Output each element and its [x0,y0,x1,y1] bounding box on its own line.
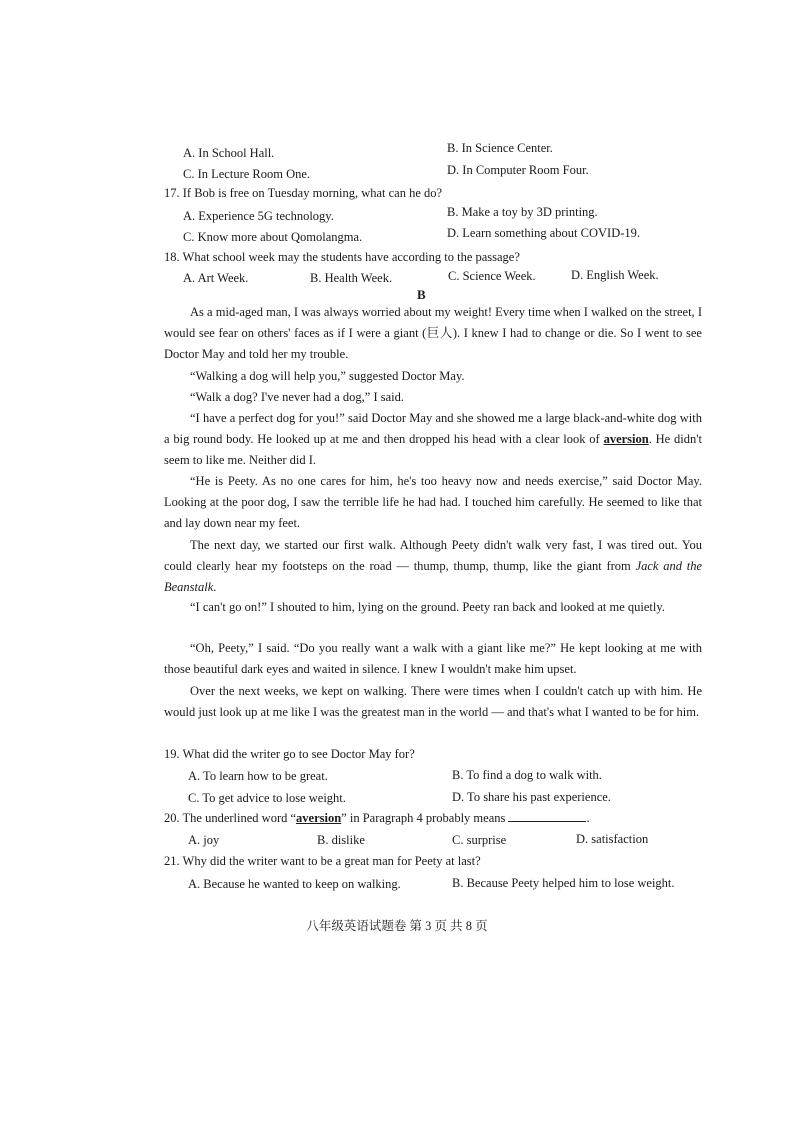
section-b-heading: B [417,287,426,302]
q19-option-c: C. To get advice to lose weight. [188,791,346,805]
q20-stem-end: . [586,811,590,825]
passage-paragraph-3: “Walk a dog? I've never had a dog,” I said. [190,390,405,404]
q16-option-d: D. In Computer Room Four. [447,163,589,177]
q21-option-b: B. Because Peety helped him to lose weight. [452,876,675,890]
q17-option-a: A. Experience 5G technology. [183,209,334,223]
q20-underlined-word: aversion [296,811,342,825]
passage-paragraph-1: As a mid-aged man, I was always worried about my weight! Every time when I walked on the street, I would see fear on others' faces as if I were a giant (巨人). I knew I had to change or die. So I went to see Doctor May and told her my trouble. [164,305,702,361]
story-title: Jack and the Beanstalk [164,559,702,594]
q20-option-a: A. joy [188,833,220,847]
q16-option-a: A. In School Hall. [183,146,275,160]
q19-option-a: A. To learn how to be great. [188,769,328,783]
q18-option-a: A. Art Week. [183,271,249,285]
passage-paragraph-7: “I can't go on!” I shouted to him, lying on the ground. Peety ran back and looked at me quietly. [190,600,665,614]
q18-stem: 18. What school week may the students have according to the passage? [164,250,520,264]
q17-option-b: B. Make a toy by 3D printing. [447,205,598,219]
passage-paragraph-8: “Oh, Peety,” I said. “Do you really want a walk with a giant like me?” He kept looking at me with those beautiful dark eyes and waited in silence. I knew I wouldn't make him upset. [164,641,702,676]
p4-text-before: “I have a perfect dog for you!” said Doctor May and she showed me a large black-and-white dog with a big round body. He looked up at me and then dropped his head with a clear look of [164,411,702,446]
q20-stem-before: 20. The underlined word “ [164,811,297,825]
underlined-word-aversion: aversion [603,432,649,446]
passage-paragraph-9: Over the next weeks, we kept on walking. There were times when I couldn't catch up with him. He would just look up at me like I was the greatest man in the world — and that's what I wanted to be for him. [164,684,702,719]
passage-paragraph-6 [164,535,702,598]
q19-option-d: D. To share his past experience. [452,790,611,804]
q19-stem: 19. What did the writer go to see Doctor May for? [164,747,415,761]
q21-stem: 21. Why did the writer want to be a great man for Peety at last? [164,854,481,868]
answer-blank [508,810,586,822]
p4-text-after: . He didn't seem to like me. Neither did I. [164,432,703,467]
p6-text-before: The next day, we started our first walk. Although Peety didn't walk very fast, I was tired out. You could clearly hear my footsteps on the road — thump, thump, thump, like the giant from [164,538,702,573]
q21-option-a: A. Because he wanted to keep on walking. [188,877,401,891]
passage-paragraph-5: “He is Peety. As no one cares for him, he's too heavy now and needs exercise,” said Doctor May. Looking at the poor dog, I saw the terrible life he had had. I touched him carefully. He seemed to like that and lay down near my feet. [164,474,702,530]
q16-option-b: B. In Science Center. [447,141,553,155]
p6-text-after: . [213,580,217,594]
q20-stem [164,810,590,826]
passage-paragraph-2: “Walking a dog will help you,” suggested Doctor May. [190,369,465,383]
q20-option-b: B. dislike [317,833,365,847]
q20-stem-after: ” in Paragraph 4 probably means [341,811,506,825]
q17-option-d: D. Learn something about COVID-19. [447,226,641,240]
q20-option-c: C. surprise [452,833,507,847]
passage-paragraph-4 [164,408,702,471]
q17-option-c: C. Know more about Qomolangma. [183,230,363,244]
q17-stem: 17. If Bob is free on Tuesday morning, what can he do? [164,186,443,200]
q18-option-c: C. Science Week. [448,269,536,283]
q18-option-b: B. Health Week. [310,271,393,285]
page-footer: 八年级英语试题卷 第 3 页 共 8 页 [306,919,488,933]
q16-option-c: C. In Lecture Room One. [183,167,311,181]
q20-option-d: D. satisfaction [576,832,649,846]
q18-option-d: D. English Week. [571,268,659,282]
q19-option-b: B. To find a dog to walk with. [452,768,602,782]
